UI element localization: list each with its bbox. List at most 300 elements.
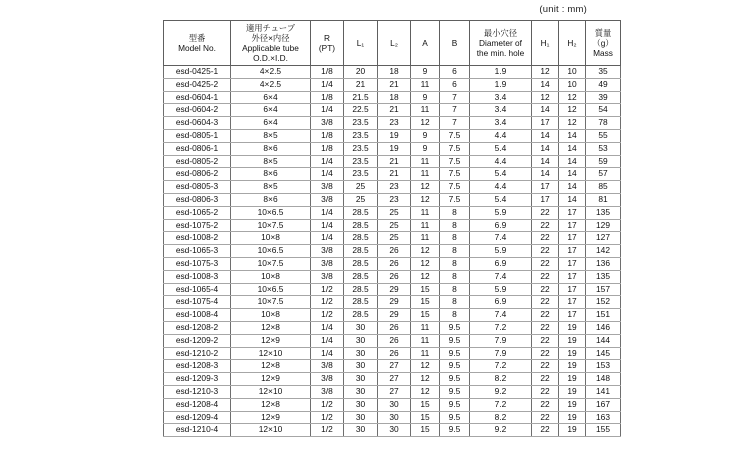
- column-header-line: Mass: [593, 48, 613, 58]
- cell-applicable-tube: 10×8: [231, 270, 311, 283]
- spec-table: [163, 20, 621, 437]
- cell-min-hole: 5.4: [470, 142, 532, 155]
- cell-applicable-tube: 10×8: [231, 309, 311, 322]
- cell-mass: 39: [586, 91, 621, 104]
- cell-r-pt: 1/4: [311, 347, 344, 360]
- cell-h2: 12: [559, 104, 586, 117]
- cell-h2: 19: [559, 385, 586, 398]
- cell-l1: 20: [344, 66, 378, 79]
- cell-l1: 28.5: [344, 206, 378, 219]
- cell-b: 8: [440, 270, 470, 283]
- column-header-line: Diameter of: [479, 38, 522, 48]
- cell-applicable-tube: 10×8: [231, 232, 311, 245]
- cell-h2: 17: [559, 232, 586, 245]
- cell-mass: 53: [586, 142, 621, 155]
- cell-h1: 14: [532, 104, 559, 117]
- cell-l1: 23.5: [344, 168, 378, 181]
- cell-applicable-tube: 8×5: [231, 155, 311, 168]
- cell-l2: 18: [378, 91, 411, 104]
- cell-l2: 26: [378, 245, 411, 258]
- cell-h2: 14: [559, 142, 586, 155]
- cell-b: 8: [440, 232, 470, 245]
- cell-b: 7.5: [440, 142, 470, 155]
- cell-min-hole: 6.9: [470, 296, 532, 309]
- cell-h1: 22: [532, 321, 559, 334]
- cell-min-hole: 3.4: [470, 117, 532, 130]
- cell-h1: 12: [532, 66, 559, 79]
- cell-h1: 22: [532, 411, 559, 424]
- cell-applicable-tube: 8×5: [231, 129, 311, 142]
- cell-b: 7.5: [440, 129, 470, 142]
- cell-l2: 30: [378, 424, 411, 437]
- table-row: [164, 296, 621, 309]
- column-header-b: [440, 21, 470, 66]
- column-header-line: A: [422, 38, 428, 48]
- cell-h1: 17: [532, 117, 559, 130]
- cell-a: 11: [411, 104, 440, 117]
- cell-a: 9: [411, 142, 440, 155]
- cell-l1: 25: [344, 181, 378, 194]
- cell-model-no: esd-1075-3: [164, 257, 231, 270]
- cell-l1: 30: [344, 321, 378, 334]
- cell-model-no: esd-0604-2: [164, 104, 231, 117]
- cell-r-pt: 1/2: [311, 411, 344, 424]
- table-body: [164, 66, 621, 437]
- cell-l2: 23: [378, 181, 411, 194]
- cell-l2: 26: [378, 334, 411, 347]
- cell-applicable-tube: 12×8: [231, 398, 311, 411]
- cell-applicable-tube: 12×10: [231, 385, 311, 398]
- table-row: [164, 245, 621, 258]
- cell-a: 11: [411, 232, 440, 245]
- cell-applicable-tube: 10×6.5: [231, 206, 311, 219]
- column-header-line: 外径×内径: [251, 33, 290, 43]
- table-row: [164, 385, 621, 398]
- cell-a: 15: [411, 283, 440, 296]
- cell-model-no: esd-1208-2: [164, 321, 231, 334]
- cell-mass: 129: [586, 219, 621, 232]
- cell-model-no: esd-1008-2: [164, 232, 231, 245]
- cell-l2: 26: [378, 270, 411, 283]
- cell-min-hole: 7.4: [470, 232, 532, 245]
- cell-b: 7: [440, 104, 470, 117]
- cell-r-pt: 1/4: [311, 206, 344, 219]
- cell-a: 11: [411, 334, 440, 347]
- cell-model-no: esd-1209-4: [164, 411, 231, 424]
- cell-applicable-tube: 10×7.5: [231, 219, 311, 232]
- cell-min-hole: 6.9: [470, 219, 532, 232]
- cell-applicable-tube: 6×4: [231, 91, 311, 104]
- cell-min-hole: 5.9: [470, 283, 532, 296]
- cell-l1: 23.5: [344, 155, 378, 168]
- cell-h1: 22: [532, 283, 559, 296]
- cell-mass: 59: [586, 155, 621, 168]
- cell-mass: 57: [586, 168, 621, 181]
- column-header-line: L₁: [356, 38, 365, 48]
- cell-min-hole: 1.9: [470, 66, 532, 79]
- cell-a: 9: [411, 66, 440, 79]
- cell-a: 11: [411, 219, 440, 232]
- cell-model-no: esd-1065-2: [164, 206, 231, 219]
- cell-min-hole: 3.4: [470, 91, 532, 104]
- cell-b: 6: [440, 78, 470, 91]
- cell-r-pt: 1/4: [311, 334, 344, 347]
- cell-l1: 30: [344, 411, 378, 424]
- cell-l2: 21: [378, 78, 411, 91]
- column-header-l1: [344, 21, 378, 66]
- cell-applicable-tube: 6×4: [231, 104, 311, 117]
- table-row: [164, 91, 621, 104]
- cell-a: 9: [411, 129, 440, 142]
- cell-h1: 22: [532, 206, 559, 219]
- cell-mass: 145: [586, 347, 621, 360]
- cell-h2: 17: [559, 296, 586, 309]
- cell-a: 12: [411, 117, 440, 130]
- column-header-mass: [586, 21, 621, 66]
- cell-r-pt: 1/2: [311, 398, 344, 411]
- column-header-line: 質量: [594, 28, 612, 38]
- column-header-line: 適用チューブ: [245, 23, 296, 33]
- cell-l2: 27: [378, 360, 411, 373]
- cell-l1: 28.5: [344, 296, 378, 309]
- cell-l2: 26: [378, 321, 411, 334]
- column-header-line: （g）: [592, 38, 614, 48]
- header-row: [164, 21, 621, 66]
- cell-mass: 163: [586, 411, 621, 424]
- column-header-line: H₁: [540, 38, 550, 48]
- cell-model-no: esd-1210-2: [164, 347, 231, 360]
- cell-b: 9.5: [440, 424, 470, 437]
- cell-l1: 30: [344, 424, 378, 437]
- cell-h1: 17: [532, 181, 559, 194]
- column-header-l2: [378, 21, 411, 66]
- cell-b: 9.5: [440, 347, 470, 360]
- cell-applicable-tube: 12×10: [231, 347, 311, 360]
- table-row: [164, 168, 621, 181]
- column-header-line: Applicable tube: [242, 43, 299, 53]
- cell-min-hole: 8.2: [470, 411, 532, 424]
- cell-model-no: esd-0806-3: [164, 193, 231, 206]
- cell-h2: 12: [559, 91, 586, 104]
- cell-model-no: esd-0805-2: [164, 155, 231, 168]
- cell-l2: 19: [378, 142, 411, 155]
- cell-h1: 22: [532, 270, 559, 283]
- cell-model-no: esd-0805-1: [164, 129, 231, 142]
- cell-l2: 27: [378, 385, 411, 398]
- cell-mass: 136: [586, 257, 621, 270]
- cell-model-no: esd-0425-1: [164, 66, 231, 79]
- cell-l2: 23: [378, 193, 411, 206]
- cell-h2: 17: [559, 206, 586, 219]
- cell-applicable-tube: 12×8: [231, 321, 311, 334]
- cell-h1: 22: [532, 296, 559, 309]
- cell-b: 8: [440, 257, 470, 270]
- cell-model-no: esd-1075-2: [164, 219, 231, 232]
- cell-l1: 21.5: [344, 91, 378, 104]
- table-row: [164, 193, 621, 206]
- cell-l2: 21: [378, 155, 411, 168]
- cell-h1: 17: [532, 193, 559, 206]
- cell-applicable-tube: 8×6: [231, 142, 311, 155]
- cell-applicable-tube: 12×9: [231, 373, 311, 386]
- cell-mass: 81: [586, 193, 621, 206]
- cell-l1: 28.5: [344, 257, 378, 270]
- cell-b: 7: [440, 117, 470, 130]
- cell-h2: 10: [559, 66, 586, 79]
- cell-l1: 25: [344, 193, 378, 206]
- cell-h2: 17: [559, 309, 586, 322]
- cell-h2: 19: [559, 424, 586, 437]
- cell-r-pt: 3/8: [311, 245, 344, 258]
- cell-l2: 19: [378, 129, 411, 142]
- cell-l1: 30: [344, 385, 378, 398]
- cell-applicable-tube: 8×6: [231, 168, 311, 181]
- column-header-applicable-tube: [231, 21, 311, 66]
- cell-h2: 17: [559, 219, 586, 232]
- cell-h1: 14: [532, 78, 559, 91]
- cell-min-hole: 8.2: [470, 373, 532, 386]
- cell-applicable-tube: 12×10: [231, 424, 311, 437]
- cell-h2: 14: [559, 155, 586, 168]
- cell-mass: 157: [586, 283, 621, 296]
- cell-h2: 17: [559, 270, 586, 283]
- cell-mass: 146: [586, 321, 621, 334]
- cell-r-pt: 1/2: [311, 283, 344, 296]
- table-row: [164, 181, 621, 194]
- cell-r-pt: 1/8: [311, 129, 344, 142]
- cell-r-pt: 1/8: [311, 91, 344, 104]
- cell-model-no: esd-1209-3: [164, 373, 231, 386]
- cell-mass: 152: [586, 296, 621, 309]
- cell-a: 11: [411, 78, 440, 91]
- column-header-line: L₂: [390, 38, 398, 48]
- cell-h2: 14: [559, 193, 586, 206]
- cell-b: 9.5: [440, 321, 470, 334]
- cell-model-no: esd-0806-1: [164, 142, 231, 155]
- cell-b: 9.5: [440, 334, 470, 347]
- cell-l1: 21: [344, 78, 378, 91]
- cell-h1: 14: [532, 168, 559, 181]
- cell-l2: 26: [378, 347, 411, 360]
- cell-a: 12: [411, 270, 440, 283]
- cell-h1: 22: [532, 309, 559, 322]
- cell-a: 15: [411, 398, 440, 411]
- cell-model-no: esd-1208-4: [164, 398, 231, 411]
- cell-min-hole: 7.4: [470, 270, 532, 283]
- table-row: [164, 360, 621, 373]
- cell-min-hole: 6.9: [470, 257, 532, 270]
- cell-l2: 29: [378, 283, 411, 296]
- cell-mass: 151: [586, 309, 621, 322]
- table-row: [164, 142, 621, 155]
- cell-l1: 23.5: [344, 129, 378, 142]
- cell-l1: 30: [344, 347, 378, 360]
- column-header-line: H₂: [567, 38, 577, 48]
- cell-b: 9.5: [440, 411, 470, 424]
- cell-h1: 22: [532, 360, 559, 373]
- cell-min-hole: 7.2: [470, 321, 532, 334]
- cell-r-pt: 3/8: [311, 257, 344, 270]
- cell-min-hole: 7.9: [470, 347, 532, 360]
- cell-h1: 22: [532, 334, 559, 347]
- table-row: [164, 219, 621, 232]
- cell-applicable-tube: 10×6.5: [231, 245, 311, 258]
- cell-l2: 29: [378, 309, 411, 322]
- cell-r-pt: 1/4: [311, 104, 344, 117]
- cell-mass: 142: [586, 245, 621, 258]
- cell-r-pt: 1/2: [311, 296, 344, 309]
- cell-model-no: esd-1208-3: [164, 360, 231, 373]
- table-row: [164, 411, 621, 424]
- cell-b: 6: [440, 66, 470, 79]
- table-row: [164, 78, 621, 91]
- column-header-line: (PT): [318, 43, 336, 53]
- column-header-r-pt: [311, 21, 344, 66]
- cell-h2: 12: [559, 117, 586, 130]
- cell-b: 8: [440, 283, 470, 296]
- cell-b: 8: [440, 296, 470, 309]
- column-header-model-no: [164, 21, 231, 66]
- cell-model-no: esd-1210-3: [164, 385, 231, 398]
- cell-l1: 28.5: [344, 309, 378, 322]
- cell-h2: 19: [559, 398, 586, 411]
- cell-h1: 14: [532, 129, 559, 142]
- cell-l2: 25: [378, 232, 411, 245]
- table-row: [164, 104, 621, 117]
- cell-mass: 135: [586, 206, 621, 219]
- cell-min-hole: 5.4: [470, 193, 532, 206]
- table-row: [164, 424, 621, 437]
- cell-r-pt: 1/4: [311, 168, 344, 181]
- cell-l2: 21: [378, 104, 411, 117]
- column-header-line: 最小穴径: [483, 28, 518, 38]
- cell-a: 12: [411, 181, 440, 194]
- cell-mass: 148: [586, 373, 621, 386]
- cell-a: 11: [411, 347, 440, 360]
- cell-b: 9.5: [440, 398, 470, 411]
- cell-min-hole: 7.9: [470, 334, 532, 347]
- cell-r-pt: 3/8: [311, 360, 344, 373]
- cell-h2: 17: [559, 257, 586, 270]
- unit-note: (unit : mm): [539, 4, 587, 15]
- cell-r-pt: 1/8: [311, 66, 344, 79]
- cell-l1: 28.5: [344, 219, 378, 232]
- table-header: [164, 21, 621, 66]
- cell-applicable-tube: 10×7.5: [231, 296, 311, 309]
- cell-r-pt: 3/8: [311, 181, 344, 194]
- cell-l2: 26: [378, 257, 411, 270]
- cell-r-pt: 1/4: [311, 232, 344, 245]
- column-header-line: B: [451, 38, 458, 48]
- cell-model-no: esd-1065-4: [164, 283, 231, 296]
- column-header-a: [411, 21, 440, 66]
- cell-l1: 30: [344, 334, 378, 347]
- cell-applicable-tube: 8×6: [231, 193, 311, 206]
- cell-mass: 54: [586, 104, 621, 117]
- cell-l1: 28.5: [344, 270, 378, 283]
- cell-a: 11: [411, 206, 440, 219]
- table-row: [164, 155, 621, 168]
- cell-applicable-tube: 12×8: [231, 360, 311, 373]
- cell-b: 7.5: [440, 155, 470, 168]
- cell-b: 7: [440, 91, 470, 104]
- table-row: [164, 117, 621, 130]
- cell-min-hole: 5.9: [470, 206, 532, 219]
- cell-b: 7.5: [440, 168, 470, 181]
- cell-mass: 55: [586, 129, 621, 142]
- table-row: [164, 257, 621, 270]
- cell-applicable-tube: 10×6.5: [231, 283, 311, 296]
- cell-b: 8: [440, 245, 470, 258]
- cell-h2: 19: [559, 411, 586, 424]
- cell-l2: 29: [378, 296, 411, 309]
- cell-l1: 23.5: [344, 117, 378, 130]
- cell-applicable-tube: 4×2.5: [231, 66, 311, 79]
- cell-applicable-tube: 12×9: [231, 334, 311, 347]
- cell-mass: 141: [586, 385, 621, 398]
- cell-h2: 14: [559, 181, 586, 194]
- cell-mass: 167: [586, 398, 621, 411]
- cell-a: 12: [411, 360, 440, 373]
- cell-l2: 30: [378, 398, 411, 411]
- cell-min-hole: 7.4: [470, 309, 532, 322]
- cell-l2: 25: [378, 219, 411, 232]
- table-row: [164, 373, 621, 386]
- cell-mass: 135: [586, 270, 621, 283]
- cell-b: 9.5: [440, 373, 470, 386]
- table-row: [164, 321, 621, 334]
- cell-h2: 19: [559, 321, 586, 334]
- cell-a: 12: [411, 257, 440, 270]
- table-row: [164, 398, 621, 411]
- cell-h1: 12: [532, 91, 559, 104]
- table-row: [164, 270, 621, 283]
- cell-min-hole: 7.2: [470, 360, 532, 373]
- cell-r-pt: 1/4: [311, 155, 344, 168]
- cell-applicable-tube: 4×2.5: [231, 78, 311, 91]
- cell-a: 11: [411, 321, 440, 334]
- cell-l1: 23.5: [344, 142, 378, 155]
- cell-min-hole: 9.2: [470, 385, 532, 398]
- cell-mass: 127: [586, 232, 621, 245]
- cell-applicable-tube: 12×9: [231, 411, 311, 424]
- cell-h1: 14: [532, 155, 559, 168]
- cell-mass: 35: [586, 66, 621, 79]
- cell-l2: 25: [378, 206, 411, 219]
- column-header-line: Model No.: [178, 43, 216, 53]
- cell-h1: 22: [532, 424, 559, 437]
- cell-mass: 153: [586, 360, 621, 373]
- cell-model-no: esd-0425-2: [164, 78, 231, 91]
- cell-model-no: esd-1008-3: [164, 270, 231, 283]
- cell-model-no: esd-0604-1: [164, 91, 231, 104]
- cell-a: 12: [411, 245, 440, 258]
- cell-l2: 23: [378, 117, 411, 130]
- cell-a: 15: [411, 309, 440, 322]
- cell-min-hole: 1.9: [470, 78, 532, 91]
- cell-h1: 14: [532, 142, 559, 155]
- cell-a: 11: [411, 168, 440, 181]
- cell-a: 11: [411, 155, 440, 168]
- cell-min-hole: 9.2: [470, 424, 532, 437]
- table-row: [164, 334, 621, 347]
- cell-l2: 30: [378, 411, 411, 424]
- cell-r-pt: 3/8: [311, 117, 344, 130]
- cell-l1: 30: [344, 360, 378, 373]
- cell-model-no: esd-1209-2: [164, 334, 231, 347]
- cell-h1: 22: [532, 347, 559, 360]
- cell-mass: 78: [586, 117, 621, 130]
